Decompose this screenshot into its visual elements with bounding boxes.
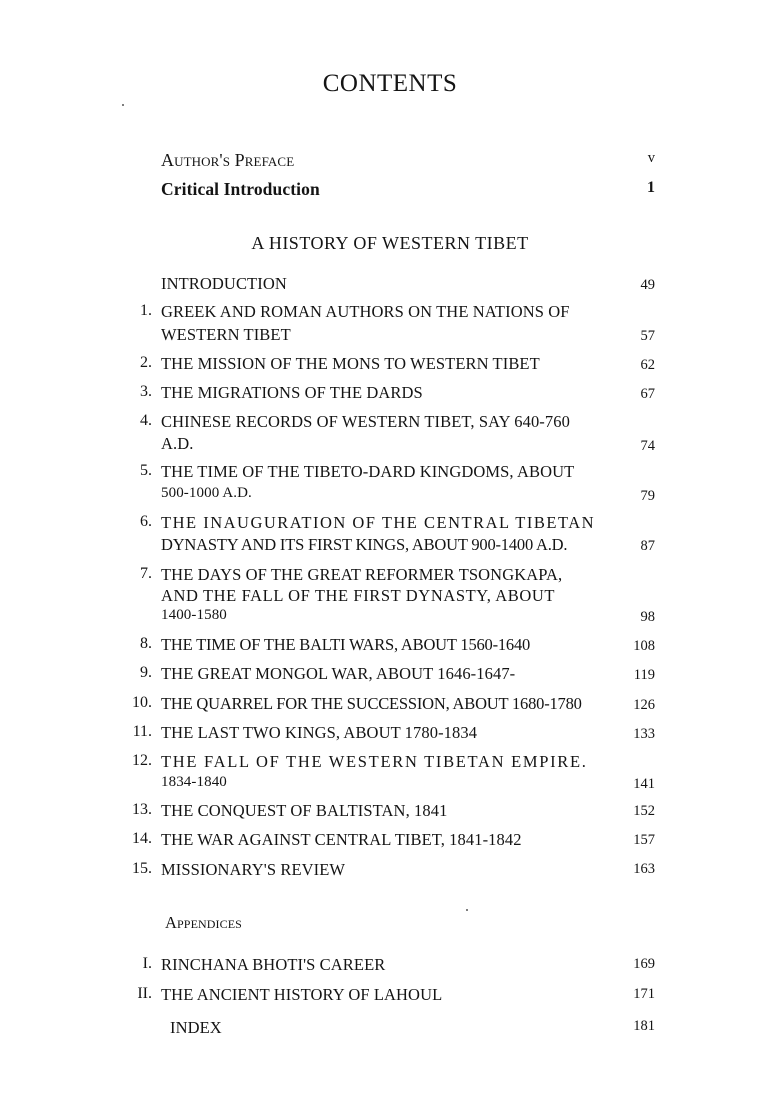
chapter-title-line1: THE MISSION OF THE MONS TO WESTERN TIBET bbox=[161, 354, 540, 373]
chapter-title-line2: A.D. bbox=[161, 434, 194, 453]
entry-page: 57 bbox=[640, 328, 655, 344]
entry-page: 62 bbox=[640, 357, 655, 373]
chapter-title-line1: CHINESE RECORDS OF WESTERN TIBET, SAY 640-760 bbox=[161, 412, 570, 431]
entry-page: 98 bbox=[640, 609, 655, 625]
appendix-title: RINCHANA BHOTI'S CAREER bbox=[161, 955, 386, 974]
entry-page: 181 bbox=[633, 1018, 655, 1034]
chapter-title-line1: THE LAST TWO KINGS, ABOUT 1780-1834 bbox=[161, 723, 478, 742]
toc-entry-chapter-13[interactable] bbox=[0, 801, 780, 831]
entry-page: 126 bbox=[633, 697, 655, 713]
chapter-title-line1: THE CONQUEST OF BALTISTAN, 1841 bbox=[161, 801, 448, 820]
chapter-number: 11. bbox=[132, 723, 152, 740]
entry-page: 108 bbox=[633, 638, 655, 654]
toc-entry-chapter-5-cont bbox=[0, 485, 780, 515]
chapter-number: 13. bbox=[132, 801, 152, 818]
entry-page: 169 bbox=[633, 956, 655, 972]
toc-entry-chapter-6-cont bbox=[0, 535, 780, 565]
chapter-number: 15. bbox=[132, 860, 152, 877]
entry-page: 171 bbox=[633, 986, 655, 1002]
chapter-title-line2: DYNASTY AND ITS FIRST KINGS, ABOUT 900-1400 A.D. bbox=[161, 535, 568, 554]
toc-entry-appendix-2[interactable] bbox=[0, 985, 780, 1015]
toc-entry-introduction[interactable] bbox=[0, 274, 780, 304]
chapter-title-line1: THE TIME OF THE TIBETO-DARD KINGDOMS, ABOUT bbox=[161, 462, 575, 481]
entry-label: INTRODUCTION bbox=[161, 274, 287, 293]
entry-page: v bbox=[647, 150, 655, 166]
chapter-number: 8. bbox=[140, 635, 152, 652]
chapter-title-line1: THE WAR AGAINST CENTRAL TIBET, 1841-1842 bbox=[161, 830, 522, 849]
chapter-title-line1: THE FALL OF THE WESTERN TIBETAN EMPIRE. bbox=[161, 752, 588, 771]
entry-page: 49 bbox=[640, 277, 655, 293]
chapter-number: 3. bbox=[140, 383, 152, 400]
entry-page: 87 bbox=[640, 538, 655, 554]
toc-entry-chapter-10[interactable] bbox=[0, 694, 780, 724]
scan-speck bbox=[122, 104, 124, 106]
page-title: CONTENTS bbox=[322, 70, 458, 97]
chapter-title-line1: THE DAYS OF THE GREAT REFORMER TSONGKAPA, bbox=[161, 565, 563, 584]
chapter-title-line1: MISSIONARY'S REVIEW bbox=[161, 860, 346, 879]
appendices-heading-row bbox=[0, 913, 780, 943]
chapter-title-line1: GREEK AND ROMAN AUTHORS ON THE NATIONS OF bbox=[161, 302, 570, 321]
toc-entry-chapter-1-cont bbox=[0, 325, 780, 355]
chapter-number: 2. bbox=[140, 354, 152, 371]
chapter-number: 7. bbox=[140, 565, 152, 582]
chapter-number: 14. bbox=[132, 830, 152, 847]
chapter-number: 10. bbox=[132, 694, 152, 711]
toc-entry-critical-introduction[interactable] bbox=[0, 179, 780, 209]
chapter-number: 5. bbox=[140, 462, 152, 479]
toc-entry-appendix-1[interactable] bbox=[0, 955, 780, 985]
toc-entry-chapter-15[interactable] bbox=[0, 860, 780, 890]
entry-page: 119 bbox=[633, 667, 655, 683]
toc-entry-chapter-2[interactable] bbox=[0, 354, 780, 384]
entry-page: 74 bbox=[640, 438, 655, 454]
entry-page: 141 bbox=[633, 776, 655, 792]
entry-label: Critical Introduction bbox=[161, 179, 320, 199]
chapter-title-line3: 1400-1580 bbox=[161, 607, 227, 623]
appendix-title: THE ANCIENT HISTORY OF LAHOUL bbox=[161, 985, 443, 1004]
toc-entry-chapter-3[interactable] bbox=[0, 383, 780, 413]
toc-entry-authors-preface[interactable] bbox=[0, 150, 780, 180]
chapter-title-line2: AND THE FALL OF THE FIRST DYNASTY, ABOUT bbox=[161, 586, 556, 605]
appendix-number: I. bbox=[142, 955, 152, 972]
toc-entry-chapter-4-cont bbox=[0, 434, 780, 464]
chapter-number: 9. bbox=[140, 664, 152, 681]
toc-entry-chapter-8[interactable] bbox=[0, 635, 780, 665]
chapter-number: 1. bbox=[140, 302, 152, 319]
entry-page: 67 bbox=[640, 386, 655, 402]
entry-page: 133 bbox=[633, 726, 655, 742]
chapter-title-line1: THE MIGRATIONS OF THE DARDS bbox=[161, 383, 423, 402]
chapter-number: 4. bbox=[140, 412, 152, 429]
entry-page: 79 bbox=[640, 488, 655, 504]
entry-page: 163 bbox=[633, 861, 655, 877]
section-title: A HISTORY OF WESTERN TIBET bbox=[251, 233, 529, 253]
chapter-title-line1: THE INAUGURATION OF THE CENTRAL TIBETAN bbox=[161, 513, 596, 532]
entry-label: Author's Preface bbox=[161, 150, 295, 170]
chapter-number: 6. bbox=[140, 513, 152, 530]
entry-page: 157 bbox=[633, 832, 655, 848]
chapter-title-line2: 500-1000 A.D. bbox=[161, 485, 252, 501]
toc-entry-chapter-9[interactable] bbox=[0, 664, 780, 694]
toc-entry-index[interactable] bbox=[0, 1018, 780, 1048]
chapter-title-line1: THE QUARREL FOR THE SUCCESSION, ABOUT 1680-1780 bbox=[161, 694, 582, 713]
chapter-title-line2: 1834-1840 bbox=[161, 774, 227, 790]
toc-entry-chapter-7-cont2 bbox=[0, 607, 780, 637]
entry-page: 1 bbox=[647, 179, 655, 196]
scan-speck bbox=[466, 909, 468, 911]
chapter-title-line1: THE TIME OF THE BALTI WARS, ABOUT 1560-1640 bbox=[161, 635, 531, 654]
appendices-heading: Appendices bbox=[165, 913, 242, 932]
entry-page: 152 bbox=[633, 803, 655, 819]
chapter-title-line2: WESTERN TIBET bbox=[161, 325, 291, 344]
toc-entry-chapter-12-cont bbox=[0, 774, 780, 804]
chapter-title-line1: THE GREAT MONGOL WAR, ABOUT 1646-1647- bbox=[161, 664, 516, 683]
chapter-number: 12. bbox=[132, 752, 152, 769]
entry-label: INDEX bbox=[170, 1018, 222, 1037]
toc-entry-chapter-14[interactable] bbox=[0, 830, 780, 860]
appendix-number: II. bbox=[137, 985, 152, 1002]
toc-entry-chapter-11[interactable] bbox=[0, 723, 780, 753]
